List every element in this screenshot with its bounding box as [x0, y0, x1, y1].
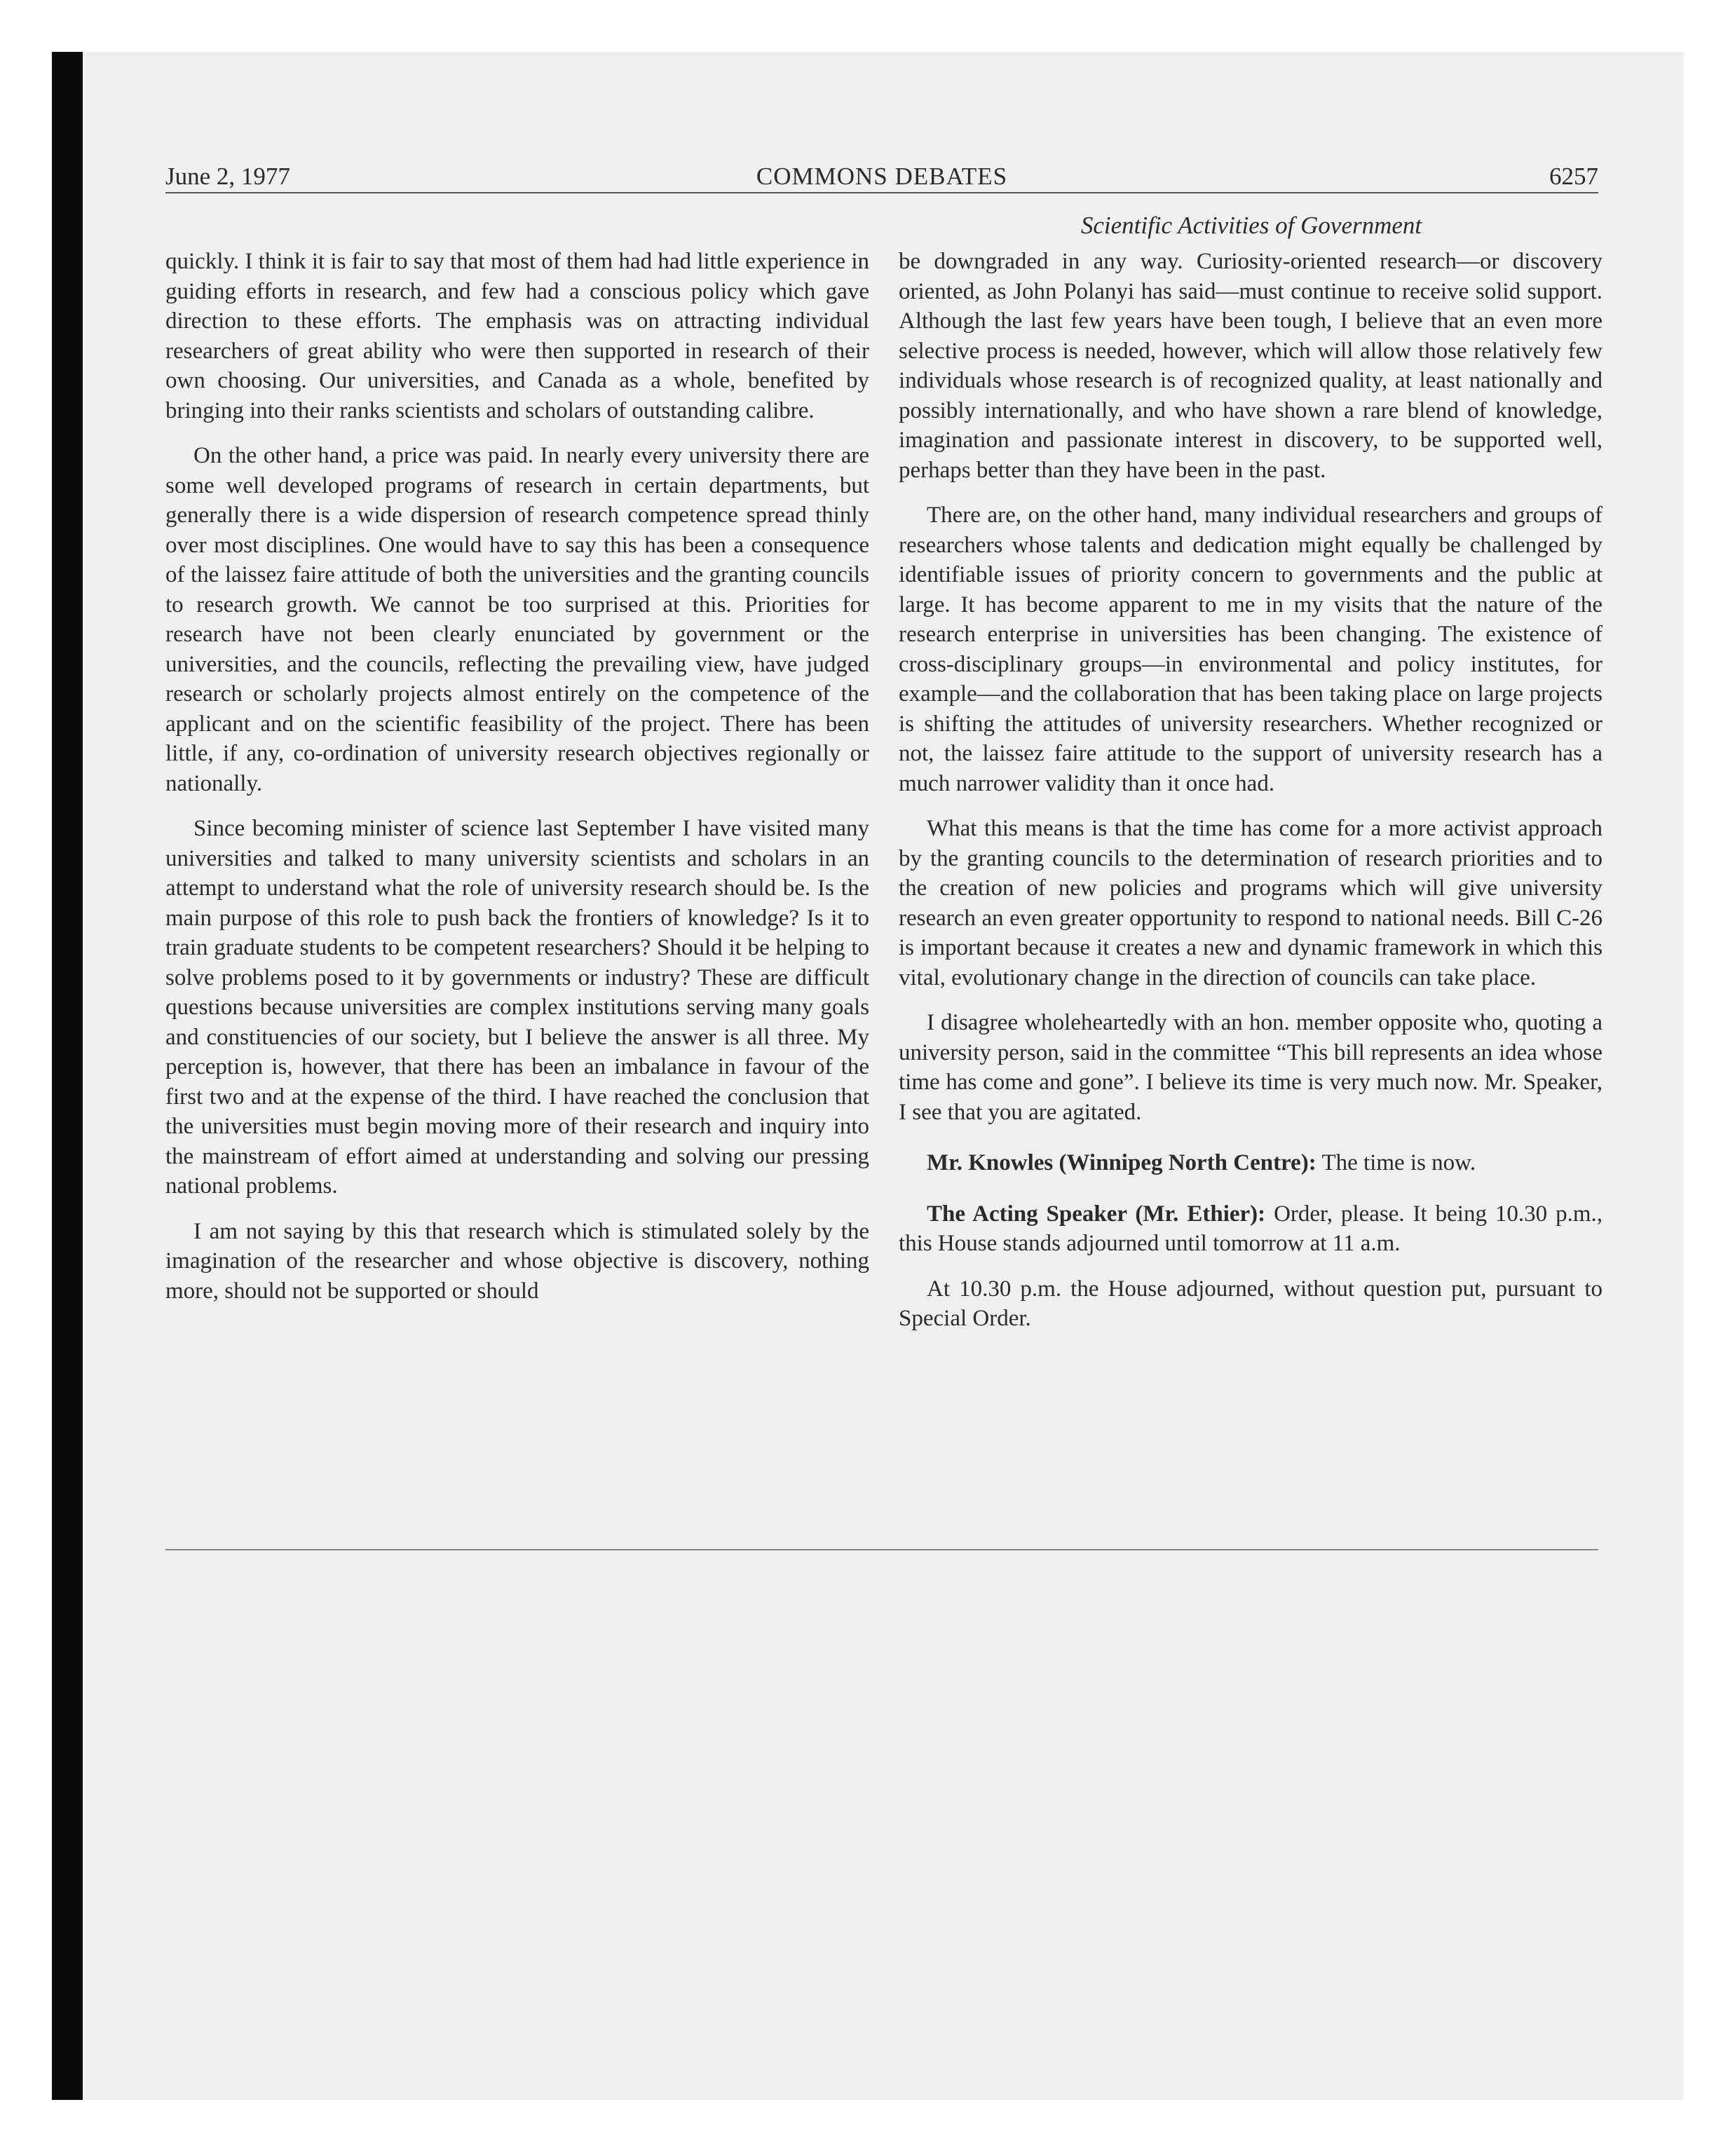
speech-text: Order, please. It being 10.30 p.m., this House stands adjourned until tomorrow at 11 a.m. — [899, 1201, 1603, 1256]
speech-paragraph — [899, 1199, 1603, 1259]
paragraph: Since becoming minister of science last September I have visited many universities and talked to many university scientists and scholars in an attempt to understand what the role of university research should be. Is the main purpose of this role to push back the frontiers of knowledge? Is it to train graduate students to be competent researchers? Should it be helping to solve problems posed to it by governments or industry? These are difficult questions because universities are complex institutions serving many goals and constituencies of our society, but I believe the answer is all three. My perception is, however, that there has been an imbalance in favour of the first two and at the expense of the third. I have reached the conclusion that the universities must begin moving more of their research and inquiry into the mainstream of effort aimed at understanding and solving our pressing national problems. — [165, 816, 869, 1199]
header-rule — [165, 192, 1598, 193]
paragraph: I am not saying by this that research which is stimulated solely by the imagination of the researcher and whose objective is discovery, nothing more, should not be supported or should — [165, 1218, 869, 1304]
bottom-rule — [165, 1549, 1598, 1550]
paragraph: quickly. I think it is fair to say that most of them had had little experience in guiding efforts in research, and few had a conscious policy which gave direction to these efforts. The emphasis was on attracting individual researchers of great ability who were then supported in research of their own choosing. Our universities, and Canada as a whole, benefited by bringing into their ranks scientists and scholars of outstanding calibre. — [165, 249, 869, 423]
paragraph: At 10.30 p.m. the House adjourned, without question put, pursuant to Special Order. — [899, 1276, 1603, 1331]
speech-text: The time is now. — [1321, 1150, 1476, 1175]
paragraph: be downgraded in any way. Curiosity-oriented research—or discovery oriented, as John Polanyi has said—must continue to receive solid support. Although the last few years have been tough, I believe that an even more selective process is needed, however, which will allow those relatively few individuals whose research is of recognized quality, at least nationally and possibly internationally, and who have shown a rare blend of knowledge, imagination and passionate interest in discovery, to be supported well, perhaps better than they have been in the past. — [899, 249, 1603, 483]
speaker-name: The Acting Speaker (Mr. Ethier): — [927, 1201, 1266, 1227]
header-date: June 2, 1977 — [165, 163, 290, 190]
left-column — [165, 247, 869, 1321]
header-page-number: 6257 — [1549, 163, 1598, 190]
right-column — [899, 247, 1603, 1349]
speaker-name: Mr. Knowles (Winnipeg North Centre): — [927, 1150, 1316, 1175]
paragraph: On the other hand, a price was paid. In nearly every university there are some well developed programs of research in certain departments, but generally there is a wide dispersion of research competence spread thinly over most disciplines. One would have to say this has been a consequence of the laissez faire attitude of both the universities and the granting councils to research growth. We cannot be too surprised at this. Priorities for research have not been clearly enunciated by government or the universities, and the councils, reflecting the prevailing view, have judged research or scholarly projects almost entirely on the competence of the applicant and on the scientific feasibility of the project. There has been little, if any, co-ordination of university research objectives regionally or nationally. — [165, 443, 869, 796]
speech-paragraph — [899, 1148, 1603, 1178]
page-header — [165, 158, 1598, 195]
paragraph: There are, on the other hand, many individual researchers and groups of researchers whose talents and dedication might equally be challenged by identifiable issues of priority concern to governments and the public at large. It has become apparent to me in my visits that the nature of the research enterprise in universities has been changing. The existence of cross-disciplinary groups—in environmental and policy institutes, for example—and the collaboration that has been taking place on large projects is shifting the attitudes of university researchers. Whether recognized or not, the laissez faire attitude to the support of university research has a much narrower validity than it once had. — [899, 503, 1603, 796]
paragraph: What this means is that the time has come for a more activist approach by the granting councils to the determination of research priorities and to the creation of new policies and programs which will give university research an even greater opportunity to respond to national needs. Bill C-26 is important because it creates a new and dynamic framework in which this vital, evolutionary change in the direction of councils can take place. — [899, 816, 1603, 990]
header-journal-title: COMMONS DEBATES — [756, 163, 1008, 190]
binding-shadow — [52, 52, 83, 2100]
paragraph: I disagree wholeheartedly with an hon. member opposite who, quoting a university person, said in the committee “This bill represents an idea whose time has come and gone”. I believe its time is very much now. Mr. Speaker, I see that you are agitated. — [899, 1010, 1603, 1125]
section-title: Scientific Activities of Government — [1080, 212, 1422, 239]
